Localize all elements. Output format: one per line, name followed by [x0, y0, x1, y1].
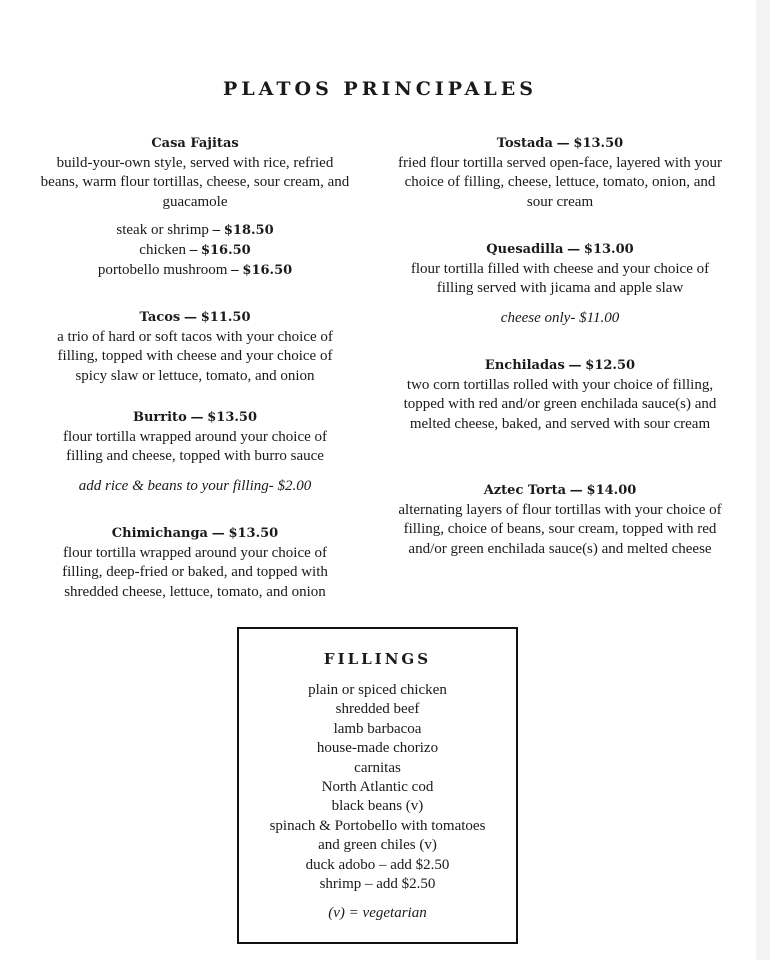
item-description: flour tortilla filled with cheese and your choice of filling served with jicama and apple slaw	[410, 260, 710, 297]
filling-item: lamb barbacoa	[333, 720, 422, 737]
filling-item: North Atlantic cod	[321, 779, 434, 796]
item-description: fried flour tortilla served open-face, layered with your choice of filling, cheese, lettuce, tomato, onion, and sour cream	[397, 154, 723, 210]
item-description: flour tortilla wrapped around your choice of filling and cheese, topped with burro sauce	[62, 428, 328, 465]
item-note: add rice & beans to your filling- $2.00	[78, 477, 312, 494]
item-name: Quesadilla	[486, 242, 564, 257]
option-price: $18.50	[223, 223, 274, 239]
option-price: $16.50	[242, 262, 293, 278]
menu-item-casa-fajitas	[30, 134, 360, 280]
item-description: flour tortilla wrapped around your choice of filling, deep-fried or baked, and topped with shredded cheese, lettuce, tomato, and onion	[62, 544, 328, 600]
item-price: $13.50	[228, 526, 279, 541]
option-label: steak or shrimp	[116, 222, 209, 239]
item-name: Casa Fajitas	[151, 136, 239, 151]
fillings-title: FILLINGS	[323, 650, 432, 668]
item-name: Tostada	[496, 136, 553, 151]
filling-item: house-made chorizo	[316, 740, 439, 757]
menu-item-tacos: Tacos — $11.50 a trio of hard or soft tacos with your choice of filling, topped with cheese and your choice of spicy slaw or lettuce, tomato, and onion	[30, 308, 360, 386]
option-row: portobello mushroom – $16.50	[97, 261, 293, 278]
filling-item: shredded beef	[335, 701, 420, 718]
item-name: Chimichanga	[111, 526, 208, 541]
filling-item: carnitas	[354, 759, 401, 776]
filling-item: black beans (v)	[331, 798, 424, 815]
item-description: a trio of hard or soft tacos with your choice of filling, topped with cheese and your choice of spicy slaw or lettuce, tomato, and onion	[57, 328, 333, 384]
item-note: cheese only- $11.00	[500, 309, 620, 326]
option-label: portobello mushroom	[97, 261, 228, 278]
menu-item-chimichanga: Chimichanga — $13.50 flour tortilla wrapped around your choice of filling, deep-fried or baked, and topped with shredded cheese, lettuce, tomato, and onion	[30, 524, 360, 602]
option-price: $16.50	[200, 242, 251, 258]
option-row: steak or shrimp – $18.50	[116, 222, 274, 239]
item-name: Aztec Torta	[483, 483, 567, 498]
item-name: Burrito	[132, 410, 187, 425]
menu-title: PLATOS PRINCIPALES	[223, 78, 537, 100]
item-price: $13.50	[573, 136, 624, 151]
item-name: Enchiladas	[484, 358, 565, 373]
menu-item-aztec-torta: Aztec Torta — $14.00 alternating layers of flour tortillas with your choice of filling, choice of beans, sour cream, topped with red and/or green enchilada sauce(s) and melted cheese	[395, 481, 725, 559]
item-description: two corn tortillas rolled with your choice of filling, topped with red and/or green enchilada sauce(s) and melted cheese, baked, and served with sour cream	[403, 376, 717, 432]
fillings-box	[237, 627, 518, 944]
menu-item-burrito: Burrito — $13.50 flour tortilla wrapped around your choice of filling and cheese, topped with burro sauce add rice & beans to your filling- $2.00	[30, 408, 360, 496]
right-column	[395, 134, 725, 594]
vegetarian-legend: (v) = vegetarian	[328, 905, 427, 921]
menu-item-quesadilla: Quesadilla — $13.00 flour tortilla filled with cheese and your choice of filling served with jicama and apple slaw cheese only- $11.00	[395, 240, 725, 328]
option-row: chicken – $16.50	[139, 241, 251, 258]
item-description: alternating layers of flour tortillas with your choice of filling, choice of beans, sour cream, topped with red and/or green enchilada sauce(s) and melted cheese	[398, 501, 722, 557]
item-description: build-your-own style, served with rice, refried beans, warm flour tortillas, cheese, sour cream, and guacamole	[40, 154, 350, 210]
filling-item: shrimp – add $2.50	[319, 876, 436, 893]
item-price: $13.00	[583, 242, 634, 257]
filling-item: and green chiles (v)	[318, 837, 437, 854]
option-list	[30, 221, 360, 280]
menu-item-tostada: Tostada — $13.50 fried flour tortilla served open-face, layered with your choice of filling, cheese, lettuce, tomato, onion, and sour cream	[395, 134, 725, 212]
filling-item: duck adobo – add $2.50	[305, 856, 450, 873]
left-column	[30, 134, 360, 614]
option-label: chicken	[139, 241, 186, 258]
item-price: $12.50	[585, 358, 636, 373]
item-price: $14.00	[586, 483, 637, 498]
page-edge	[756, 0, 770, 960]
filling-item: plain or spiced chicken	[308, 682, 447, 698]
item-price: $13.50	[207, 410, 258, 425]
menu-item-enchiladas: Enchiladas — $12.50 two corn tortillas rolled with your choice of filling, topped with red and/or green enchilada sauce(s) and melted cheese, baked, and served with sour cream	[395, 356, 725, 434]
item-name: Tacos	[139, 310, 181, 325]
fillings-list	[239, 681, 516, 894]
item-price: $11.50	[200, 310, 251, 325]
filling-item: spinach & Portobello with tomatoes	[269, 817, 486, 834]
